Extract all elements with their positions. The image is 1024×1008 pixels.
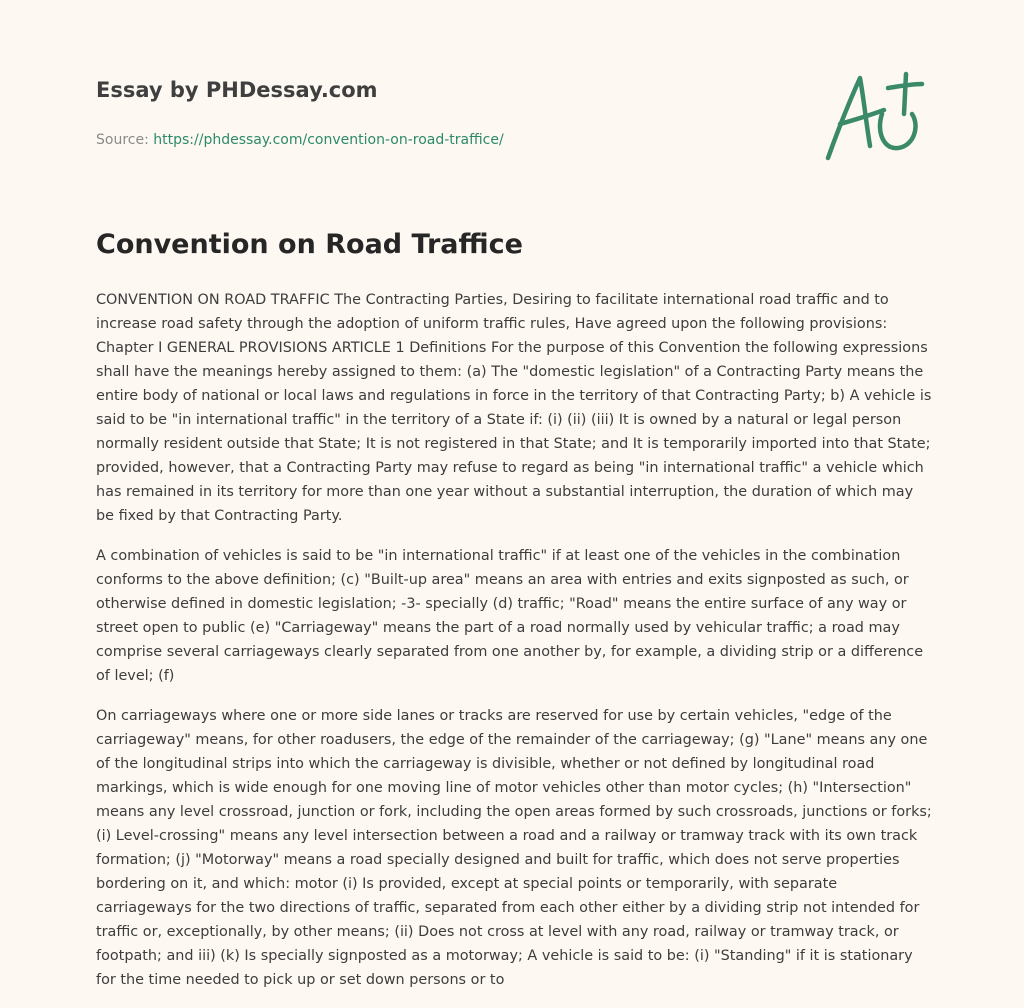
site-title: Essay by PHDessay.com	[96, 78, 378, 102]
paragraph-3: On carriageways where one or more side lanes or tracks are reserved for use by certain vehicles, "edge of the carriageway" means, for other roadusers, the edge of the remainder of the carriageway; (g) "Lane" means any one of the longitudinal strips into which the carriageway is divisible, whether or not defined by longitudinal road markings, which is wide enough for one moving line of motor vehicles other than motor cycles; (h) "Intersection" means any level crossroad, junction or fork, including the open areas formed by such crossroads, junctions or forks; (i) Level-crossing" means any level intersection between a road and a railway or tramway track with its own track formation; (j) "Motorway" means a road specially designed and built for traffic, which does not serve properties bordering on it, and which: motor (i) Is provided, except at special points or temporarily, with separate carriageways for the two directions of traffic, separated from each other either by a dividing strip not intended for traffic or, exceptionally, by other means; (ii) Does not cross at level with any road, railway or tramway track, or footpath; and iii) (k) Is specially signposted as a motorway; A vehicle is said to be: (i) "Standing" if it is stationary for the time needed to pick up or set down persons or to	[96, 708, 932, 988]
main-content	[96, 226, 932, 1008]
source-line	[96, 130, 936, 150]
paragraph-2: A combination of vehicles is said to be "in international traffic" if at least one of the vehicles in the combination conforms to the above definition; (c) "Built-up area" means an area with entries and exits signposted as such, or otherwise defined in domestic legislation; -3- specially (d) traffic; "Road" means the entire surface of any way or street open to public (e) "Carriageway" means the part of a road normally used by vehicular traffic; a road may comprise several carriageways clearly separated from one another by, for example, a dividing strip or a difference of level; (f)	[96, 548, 924, 684]
paragraph-1: CONVENTION ON ROAD TRAFFIC The Contracting Parties, Desiring to facilitate international road traffic and to increase road safety through the adoption of uniform traffic rules, Have agreed upon the following provisions: Chapter I GENERAL PROVISIONS ARTICLE 1 Definitions For the purpose of this Convention the following expressions shall have the meanings hereby assigned to them: (a) The "domestic legislation" of a Contracting Party means the entire body of national or local laws and regulations in force in the territory of that Contracting Party; b) A vehicle is said to be "in international traffic" in the territory of a State if: (i) (ii) (iii) It is owned by a natural or legal person normally resident outside that State; It is not registered in that State; and It is temporarily imported into that State; provided, however, that a Contracting Party may refuse to regard as being "in international traffic" a vehicle which has remained in its territory for more than one year without a substantial interruption, the duration of which may be fixed by that Contracting Party.	[96, 292, 932, 524]
source-link[interactable]: https://phdessay.com/convention-on-road-traffice/	[153, 132, 504, 148]
page-header	[96, 76, 936, 150]
source-label: Source:	[96, 132, 149, 148]
document-title: Convention on Road Traffice	[96, 229, 523, 260]
a-plus-icon	[822, 70, 926, 162]
